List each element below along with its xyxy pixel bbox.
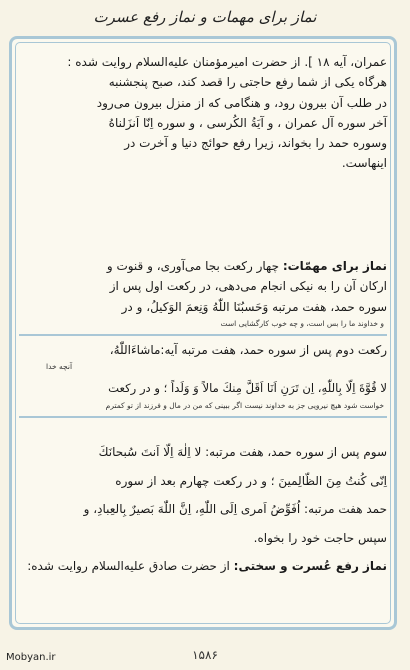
text-line: آخر سوره آل عمران ، و آيَةُ الكُرسی ، و سوره اِنّا اَنزَلناهُ	[108, 115, 387, 130]
site-watermark: Mobyan.ir	[6, 652, 56, 663]
section-intro	[19, 52, 387, 174]
translation-gloss: خواست شود هیچ نیرویی جز به خداوند نیست اگر ببینی که من در مال و فرزند از تو کمترم	[105, 401, 384, 410]
translation-gloss: آنچه خدا	[46, 362, 73, 371]
translation-gloss: و خداوند ما را بس است، و چه خوب کارگشایی است	[220, 319, 384, 328]
section-heading: نماز رفع عُسرت و سختی:	[233, 559, 387, 573]
text-line: حمد هفت مرتبه: اُفَوِّضُ اَمری اِلَی اللّٰهِ، اِنَّ اللّٰهَ بَصيرٌ بِالعِبادِ، و	[83, 502, 387, 516]
section-heading: نماز برای مهمّات:	[282, 259, 387, 273]
section-divider	[19, 416, 387, 418]
text-line	[19, 552, 387, 581]
text-line	[19, 256, 387, 276]
section-third-fourth-rakat	[19, 438, 387, 581]
page-number: ۱۵۸۶	[192, 648, 218, 662]
text-line: هرگاه یکی از شما رفع حاجتی را قصد کند، صبح پنجشنبه	[108, 75, 387, 90]
text-line: در طلب آن بیرون رود، و هنگامی که از منزل بیرون می‌رود	[96, 95, 387, 110]
text-line: عمران، آیه ۱۸ ]. از حضرت امیرمؤمنان عليه‌السلام روایت شده :	[67, 55, 387, 69]
text-span: از حضرت صادق عليه‌السلام روایت شده:	[27, 559, 234, 573]
text-line: ارکان آن را به نیکی انجام می‌دهی، در رکعت اول پس از	[109, 279, 387, 294]
text-line: لا قُوَّةَ اِلّا بِاللّٰهِ، اِن تَرَنِ اَنَا اَقَلَّ مِنكَ مالاً وَ وَلَداً ؛ و در رکعت	[108, 381, 387, 395]
page-header-title: نماز برای مهمات و نماز رفع عسرت	[93, 8, 317, 26]
text-line: رکعت دوم پس از سوره حمد، هفت مرتبه آیه:ماشاءَاللّٰهُ،	[109, 343, 387, 357]
text-line: سوره حمد، هفت مرتبه وَحَسبُنَا اللّٰهُ وَنِعمَ الوَكيلُ، و در	[121, 299, 387, 314]
section-important-prayer	[19, 256, 387, 317]
text-line: وسوره حمد را بخواند، زیرا رفع حوائج دنیا و آخرت در	[124, 136, 387, 151]
text-line: سپس حاجت خود را بخواه.	[253, 530, 387, 545]
section-second-rakat	[19, 340, 387, 360]
text-line: اِنّی كُنتُ مِنَ الظّالِمينَ ؛ و در رکعت چهارم بعد از سوره	[115, 473, 387, 488]
text-span: چهار رکعت بجا می‌آوری، و قنوت و	[106, 259, 283, 273]
text-line: اینهاست.	[341, 156, 387, 171]
section-divider	[19, 334, 387, 336]
section-second-rakat-verse	[19, 378, 387, 398]
text-line: سوم پس از سوره حمد، هفت مرتبه: لا اِلٰهَ اِلّا اَنتَ سُبحانَكَ	[98, 445, 387, 459]
